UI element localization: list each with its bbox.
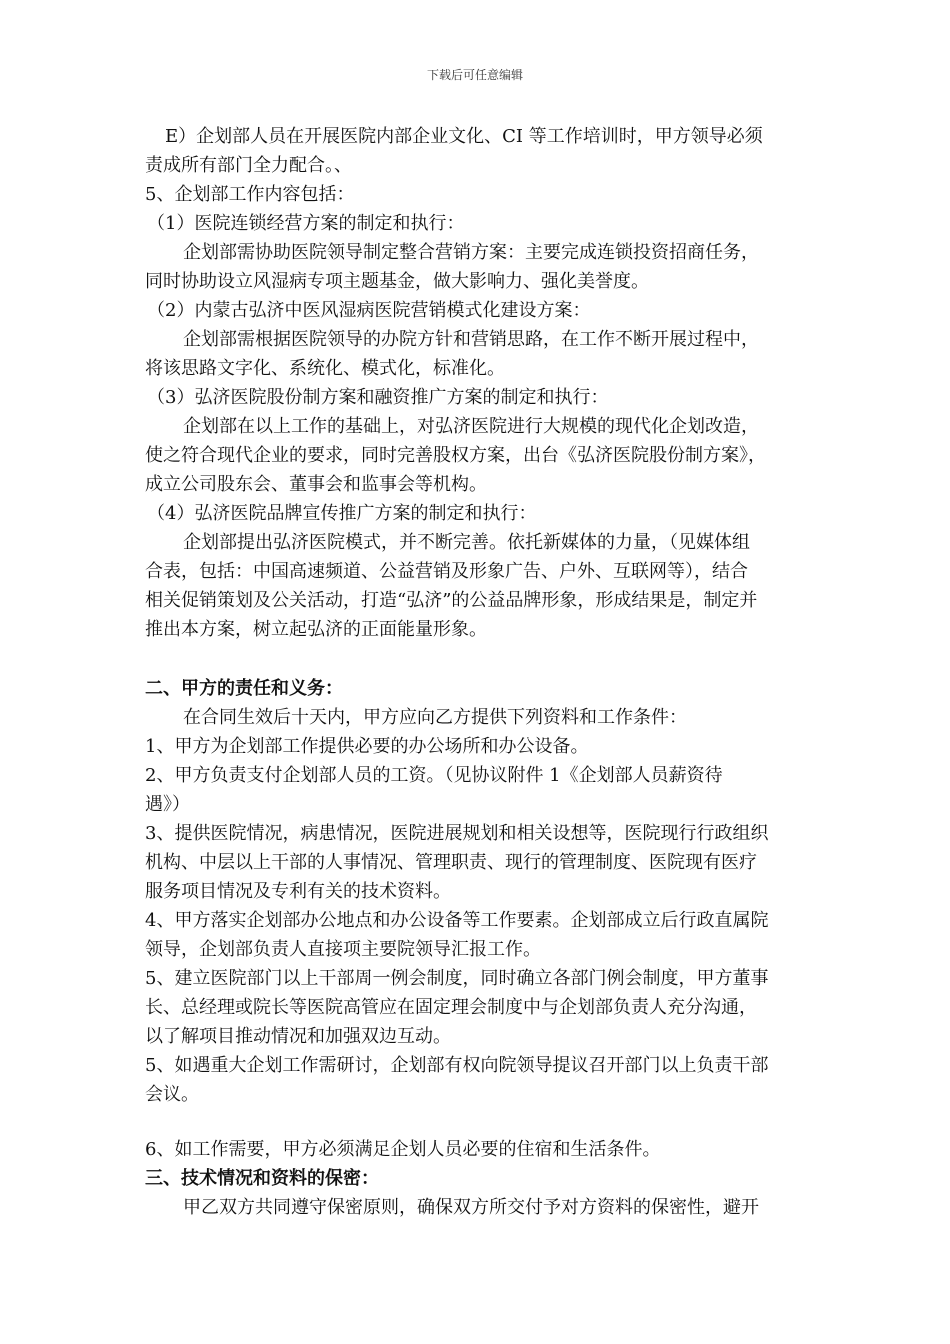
paragraph-line: 企划部需根据医院领导的办院方针和营销思路，在工作不断开展过程中， [183,329,759,350]
paragraph-line: 使之符合现代企业的要求，同时完善股权方案，出台《弘济医院股份制方案》， [145,445,766,466]
paragraph-line: 3、提供医院情况，病患情况，医院进展规划和相关设想等，医院现行行政组织 [145,823,769,844]
paragraph-line: 企划部在以上工作的基础上，对弘济医院进行大规模的现代化企划改造， [183,416,759,437]
paragraph-line: 企划部提出弘济医院模式，并不断完善。依托新媒体的力量，（见媒体组 [183,532,750,553]
paragraph-line: 同时协助设立风湿病专项主题基金，做大影响力、强化美誉度。 [145,271,649,292]
section-heading: 二、甲方的责任和义务： [145,678,343,699]
spacer [145,1109,825,1135]
paragraph-line: 甲乙双方共同遵守保密原则，确保双方所交付予对方资料的保密性，避开 [183,1197,759,1218]
paragraph-line: 4、甲方落实企划部办公地点和办公设备等工作要素。企划部成立后行政直属院 [145,910,769,931]
paragraph-line: 企划部需协助医院领导制定整合营销方案：主要完成连锁投资招商任务， [183,242,759,263]
paragraph-line: 相关促销策划及公关活动，打造“弘济”的公益品牌形象，形成结果是，制定并 [145,590,758,611]
subsection-heading: （4）弘济医院品牌宣传推广方案的制定和执行： [147,503,537,524]
spacer [145,644,825,674]
paragraph-line: 在合同生效后十天内，甲方应向乙方提供下列资料和工作条件： [183,707,687,728]
paragraph-line: 责成所有部门全力配合。、 [145,155,352,176]
paragraph-line: 遇》） [145,794,190,815]
paragraph-line: 领导，企划部负责人直接项主要院领导汇报工作。 [145,939,541,960]
page-header: 下载后可任意编辑 [426,68,523,82]
paragraph-line: 长、总经理或院长等医院高管应在固定理会制度中与企划部负责人充分沟通， [145,997,757,1018]
paragraph-line: 将该思路文字化、系统化、模式化，标准化。 [145,358,505,379]
subsection-heading: （2）内蒙古弘济中医风湿病医院营销模式化建设方案： [147,300,591,321]
paragraph-line: 机构、中层以上干部的人事情况、管理职责、现行的管理制度、医院现有医疗 [145,852,757,873]
paragraph-line: 5、如遇重大企划工作需研讨，企划部有权向院领导提议召开部门以上负责干部 [145,1055,769,1076]
paragraph-line: 2、甲方负责支付企划部人员的工资。（见协议附件 1《企划部人员薪资待 [145,765,723,786]
paragraph-line: 成立公司股东会、董事会和监事会等机构。 [145,474,487,495]
section-heading: 三、技术情况和资料的保密： [145,1168,379,1189]
paragraph-line: 服务项目情况及专利有关的技术资料。 [145,881,451,902]
paragraph-line: 推出本方案，树立起弘济的正面能量形象。 [145,619,487,640]
subsection-heading: （3）弘济医院股份制方案和融资推广方案的制定和执行： [147,387,609,408]
paragraph-line: 6、如工作需要，甲方必须满足企划人员必要的住宿和生活条件。 [145,1139,661,1160]
paragraph-line: E）企划部人员在开展医院内部企业文化、CI 等工作培训时，甲方领导必须 [165,126,763,147]
paragraph-line: 5、建立医院部门以上干部周一例会制度，同时确立各部门例会制度，甲方董事 [145,968,769,989]
paragraph-line: 合表，包括：中国高速频道、公益营销及形象广告、户外、互联网等），结合 [145,561,748,582]
paragraph-line: 1、甲方为企划部工作提供必要的办公场所和办公设备。 [145,736,589,757]
paragraph-line: 5、企划部工作内容包括： [145,184,355,205]
paragraph-line: 会议。 [145,1084,199,1105]
subsection-heading: （1）医院连锁经营方案的制定和执行： [147,213,465,234]
paragraph-line: 以了解项目推动情况和加强双边互动。 [145,1026,451,1047]
document-body [145,122,825,1222]
